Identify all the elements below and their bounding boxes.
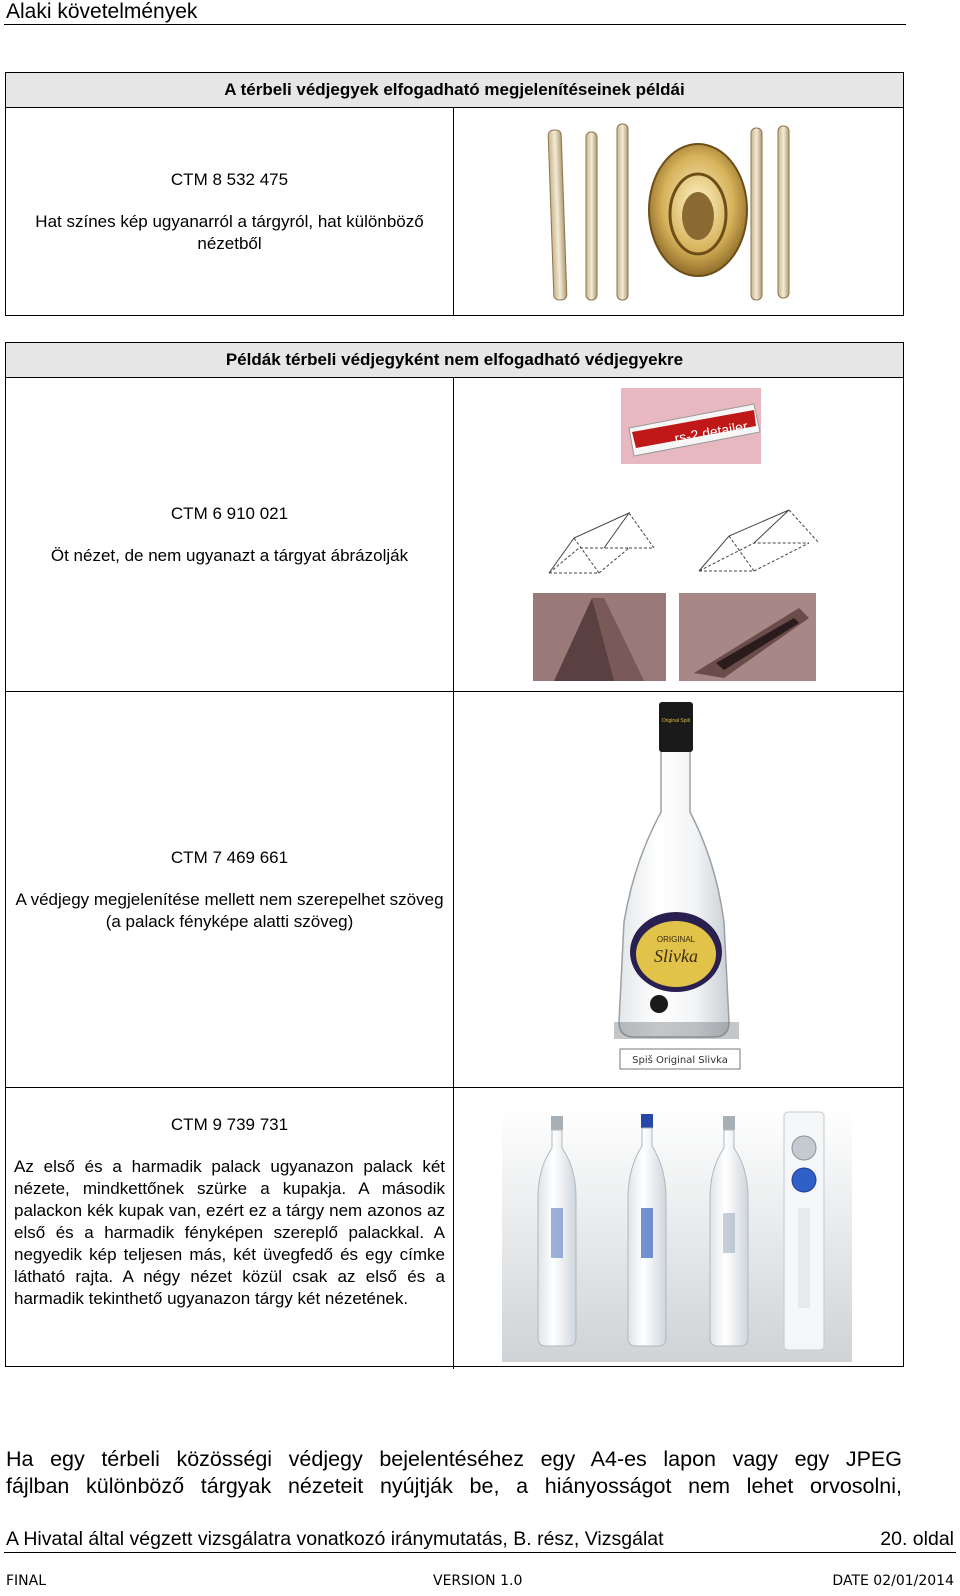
body-paragraph-line: fájlban különböző tárgyak nézeteit nyújtják be, a hiányosságot nem lehet orvosolni, bbox=[6, 1474, 902, 1498]
prism-drawing bbox=[699, 510, 819, 571]
neck-label: Original Spiš bbox=[661, 718, 691, 724]
ctm-number: CTM 8 532 475 bbox=[170, 170, 289, 189]
four-views-image bbox=[454, 1088, 903, 1369]
body-paragraph-line: Ha egy térbeli közösségi védjegy bejelentéséhez egy A4-es lapon vagy egy JPEG bbox=[6, 1447, 902, 1471]
row-text: Az első és a harmadik palack ugyanazon palack két nézete, mindkettőnek szürke a kupakja. A második palackon kék kupak van, ezért ez a tárgy nem azonos az első és a harmadik fényképen szereplő palackkal. A negyedik kép teljesen más, két üvegfedő és egy címke látható rajta. A négy nézet közül csak az első és a harmadik tekinthető ugyanazon tárgy két nézetének. bbox=[14, 1157, 445, 1308]
acceptable-examples-table bbox=[5, 72, 904, 316]
footer-status: FINAL bbox=[6, 1573, 47, 1589]
caps-and-label-view bbox=[784, 1112, 824, 1350]
row-text: A védjegy megjelenítése mellett nem szerepelhet szöveg (a palack fényképe alatti szöveg) bbox=[15, 889, 444, 931]
disc-view bbox=[649, 144, 747, 276]
header-rule bbox=[4, 24, 906, 25]
row-text: Hat színes kép ugyanarról a tárgyról, hat különböző nézetből bbox=[35, 212, 424, 253]
footer-page-number: 20. oldal bbox=[880, 1528, 954, 1550]
row-text: Öt nézet, de nem ugyanazt a tárgyat ábrázolják bbox=[50, 545, 409, 565]
footer-date: DATE 02/01/2014 bbox=[832, 1573, 954, 1589]
prism-photo bbox=[533, 593, 666, 681]
product-box-photo bbox=[621, 388, 761, 464]
emblem-main-text: Slivka bbox=[654, 946, 698, 966]
footer-rule bbox=[4, 1552, 956, 1553]
five-views-image bbox=[454, 378, 903, 691]
table-row bbox=[6, 692, 903, 1088]
unacceptable-examples-table bbox=[5, 342, 904, 1367]
row-description bbox=[6, 692, 454, 1087]
prism-photo bbox=[679, 593, 816, 681]
bottle-caption: Spiš Original Slivka bbox=[632, 1055, 728, 1066]
table-row bbox=[6, 1088, 903, 1369]
table-heading: A térbeli védjegyek elfogadható megjelenítéseinek példái bbox=[6, 73, 903, 108]
table-row bbox=[6, 378, 903, 692]
prism-drawing bbox=[549, 513, 654, 573]
row-description bbox=[6, 378, 454, 691]
ctm-number: CTM 6 910 021 bbox=[170, 503, 289, 523]
bottle-photo bbox=[454, 692, 903, 1087]
page-header-title: Alaki követelmények bbox=[6, 0, 198, 23]
footer-version: VERSION 1.0 bbox=[433, 1573, 523, 1589]
table-heading: Példák térbeli védjegyként nem elfogadható védjegyekre bbox=[6, 343, 903, 378]
footer-document-title: A Hivatal által végzett vizsgálatra vonatkozó iránymutatás, B. rész, Vizsgálat bbox=[6, 1528, 664, 1550]
ctm-number: CTM 9 739 731 bbox=[170, 1115, 289, 1134]
six-views-image bbox=[454, 108, 903, 316]
box-label: rs-2 detailer bbox=[673, 417, 749, 447]
table-row bbox=[6, 108, 903, 316]
ctm-number: CTM 7 469 661 bbox=[170, 847, 289, 867]
row-description bbox=[6, 1088, 454, 1369]
row-description bbox=[6, 108, 454, 316]
emblem-top-text: ORIGINAL bbox=[656, 935, 696, 944]
